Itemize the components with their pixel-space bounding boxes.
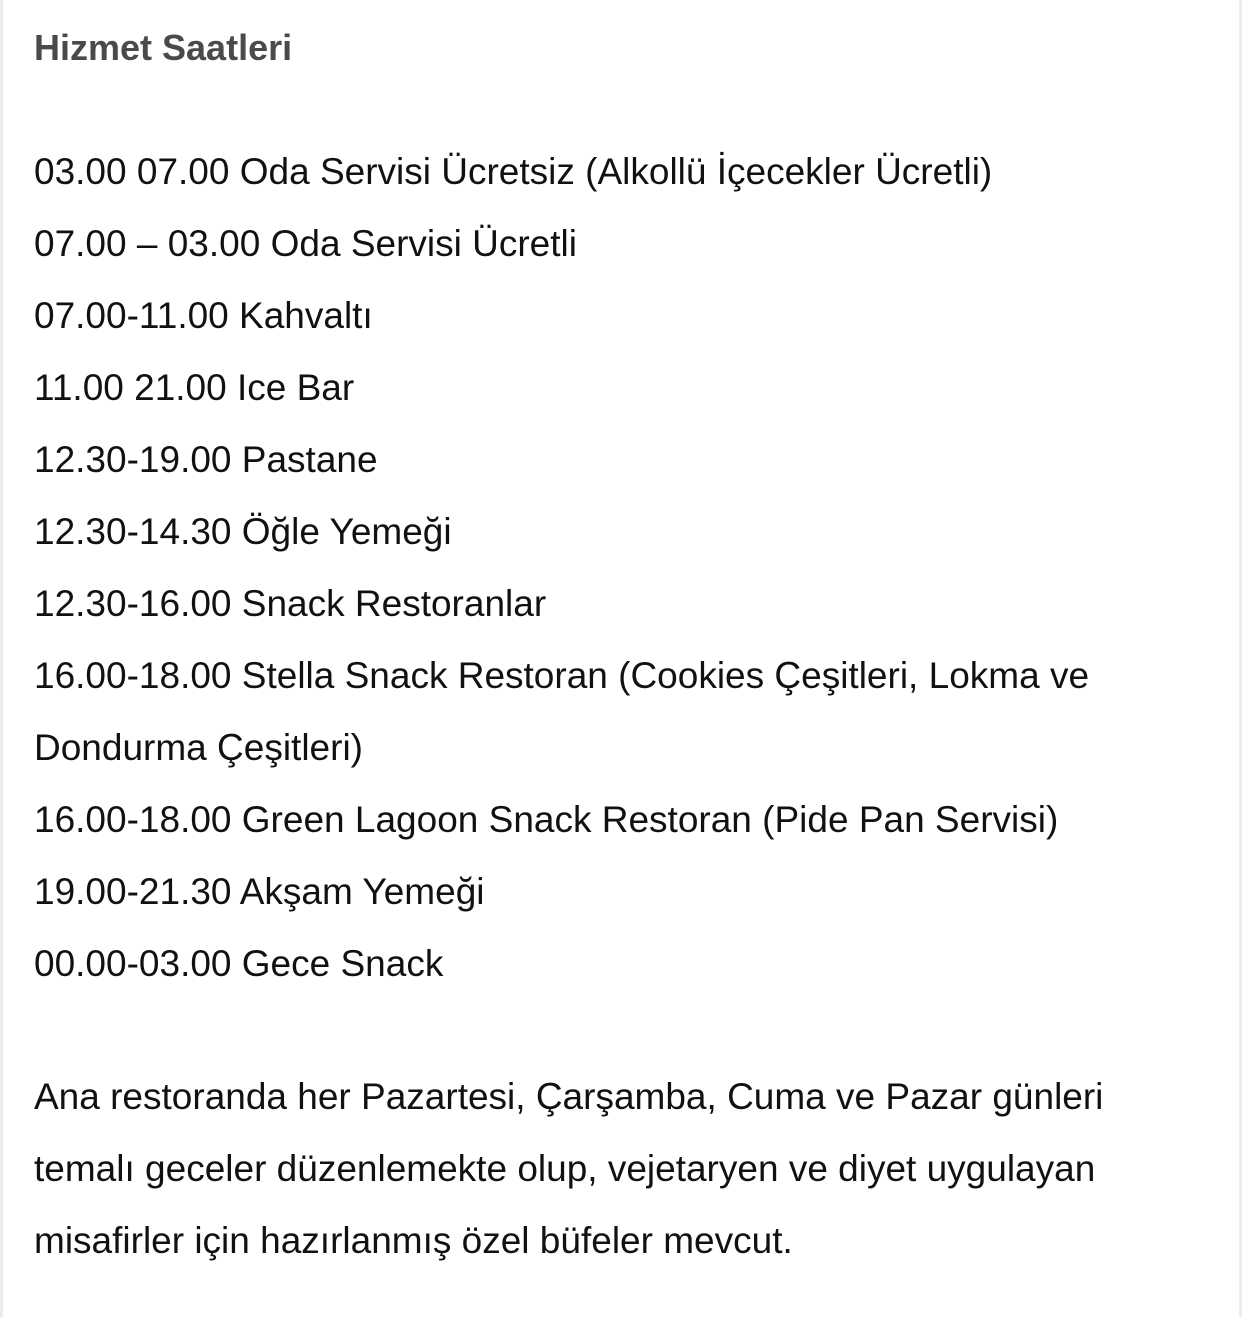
schedule-item: 12.30-14.30 Öğle Yemeği <box>34 511 452 552</box>
schedule-item: 07.00 – 03.00 Oda Servisi Ücretli <box>34 223 577 264</box>
page-left-border <box>0 0 3 1317</box>
schedule-item: 11.00 21.00 Ice Bar <box>34 367 355 408</box>
schedule-item: 07.00-11.00 Kahvaltı <box>34 295 373 336</box>
schedule-item: 12.30-16.00 Snack Restoranlar <box>34 583 547 624</box>
schedule-item: 00.00-03.00 Gece Snack <box>34 943 444 984</box>
schedule-item: 16.00-18.00 Stella Snack Restoran (Cookies Çeşitleri, Lokma ve Dondurma Çeşitleri) <box>34 655 1090 768</box>
schedule-item: 03.00 07.00 Oda Servisi Ücretsiz (Alkollü İçecekler Ücretli) <box>34 151 993 192</box>
restaurant-note: Ana restoranda her Pazartesi, Çarşamba, Cuma ve Pazar günleri temalı geceler düzenlemekte olup, vejetaryen ve diyet uygulayan misafirler için hazırlanmış özel büfeler mevcut. <box>34 1076 1104 1261</box>
schedule-item: 12.30-19.00 Pastane <box>34 439 378 480</box>
schedule-list <box>34 136 1214 1000</box>
schedule-item: 16.00-18.00 Green Lagoon Snack Restoran (Pide Pan Servisi) <box>34 799 1059 840</box>
page-title: Hizmet Saatleri <box>34 27 293 68</box>
schedule-item: 19.00-21.30 Akşam Yemeği <box>34 871 485 912</box>
